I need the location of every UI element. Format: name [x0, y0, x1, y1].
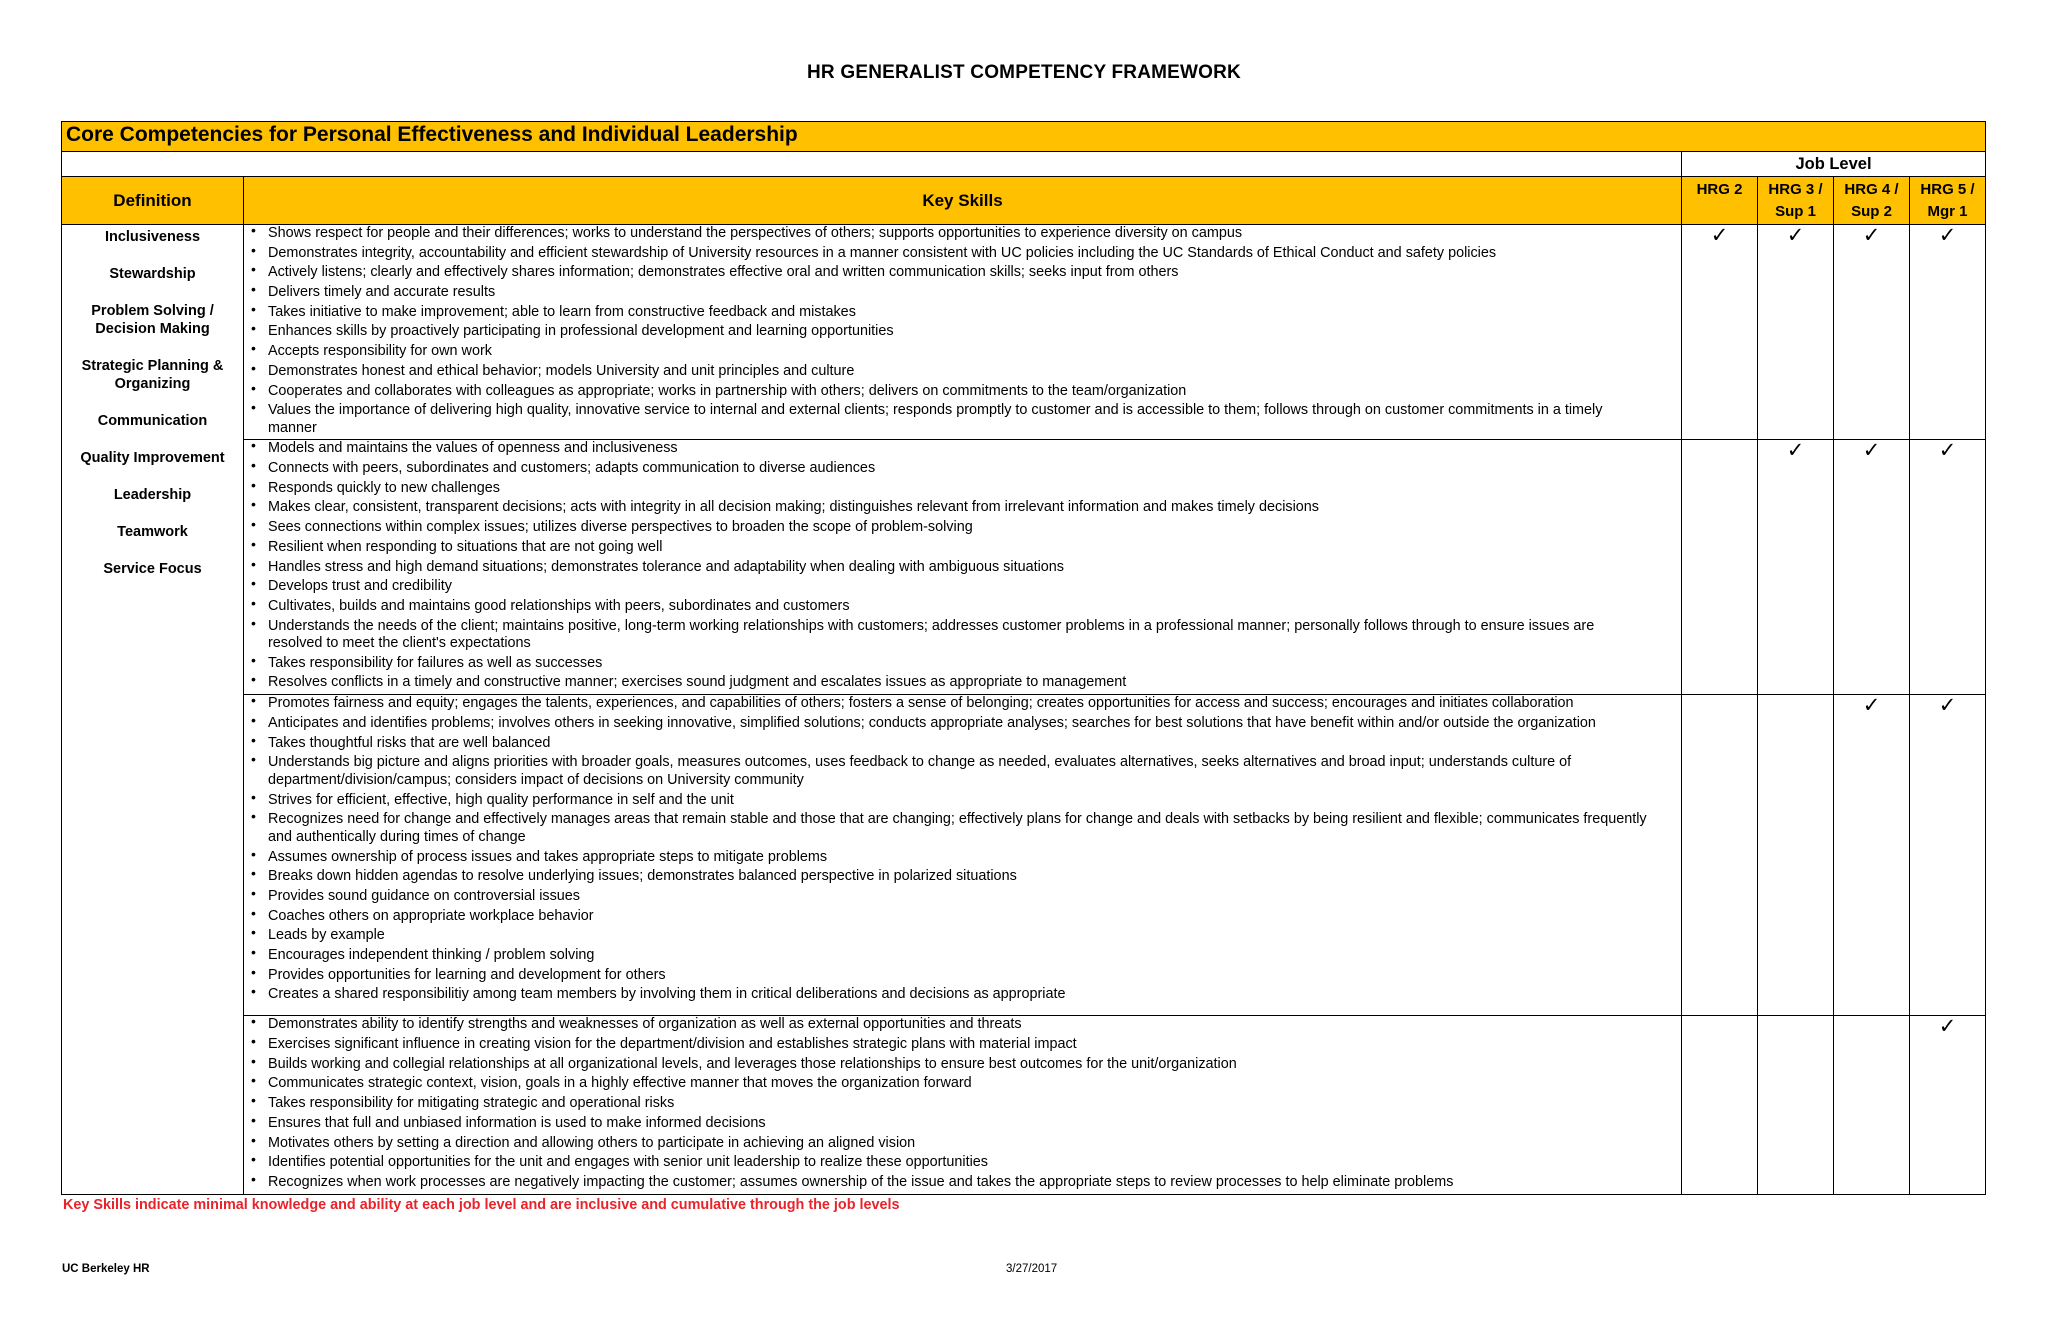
competency-table [61, 121, 1986, 1195]
skill-item: • Understands the needs of the client; maintains positive, long-term working relationships with customers; addresses customer problems in a professional manner; personally follows through to ensure issues are resolved to meet the client's expectations [250, 618, 1681, 653]
check-mark-icon: ✓ [1682, 225, 1758, 440]
skill-item: • Anticipates and identifies problems; involves others in seeking innovative, simplified solutions; conducts appropriate analyses; searches for best solutions that have benefit within and/or outside the organization [250, 715, 1681, 733]
skill-item: • Recognizes need for change and effectively manages areas that remain stable and those that are changing; effectively plans for change and deals with setbacks by being resilient and flexible; communicates frequently and authentically during times of change [250, 811, 1681, 846]
definition-item: Service Focus [103, 561, 202, 577]
definition-item: Leadership [113, 487, 192, 503]
key-skills-header: Key Skills [244, 177, 1682, 225]
footer-date: 3/27/2017 [1006, 1263, 1058, 1275]
skill-item: • Ensures that full and unbiased information is used to make informed decisions [250, 1115, 1681, 1133]
skill-item: • Connects with peers, subordinates and customers; adapts communication to diverse audiences [250, 460, 1681, 478]
skill-item: • Encourages independent thinking / problem solving [250, 947, 1681, 965]
definition-item: Quality Improvement [80, 450, 225, 466]
footer-organization: UC Berkeley HR [62, 1263, 150, 1275]
page-title: HR GENERALIST COMPETENCY FRAMEWORK [807, 62, 1241, 83]
skill-item: • Actively listens; clearly and effectively shares information; demonstrates effective oral and written communication skills; seeks input from others [250, 264, 1681, 282]
level-header-hrg4 [1834, 177, 1910, 225]
skill-item: • Handles stress and high demand situations; demonstrates tolerance and adaptability when dealing with ambiguous situations [250, 559, 1681, 577]
skill-item: • Coaches others on appropriate workplace behavior [250, 908, 1681, 926]
key-skills-cell [244, 695, 1682, 1016]
skill-item: • Promotes fairness and equity; engages the talents, experiences, and capabilities of others; fosters a sense of belonging; creates opportunities for access and success; encourages and initiates collaboration [250, 695, 1681, 713]
skill-item: • Provides sound guidance on controversial issues [250, 888, 1681, 906]
level-header-line1: HRG 4 / [1844, 181, 1899, 198]
definitions-cell [62, 225, 244, 1195]
skill-item: • Resilient when responding to situations that are not going well [250, 539, 1681, 557]
skill-item: • Responds quickly to new challenges [250, 480, 1681, 498]
key-skills-cell [244, 1016, 1682, 1195]
skill-group-row [62, 695, 1986, 1016]
check-mark-icon [1834, 1016, 1910, 1195]
skill-item: • Recognizes when work processes are negatively impacting the customer; assumes ownership of the issue and takes the appropriate steps to review processes to help eliminate problems [250, 1174, 1681, 1192]
skill-item: • Communicates strategic context, vision, goals in a highly effective manner that moves the organization forward [250, 1075, 1681, 1093]
check-mark-icon [1682, 440, 1758, 695]
skill-item: • Makes clear, consistent, transparent decisions; acts with integrity in all decision making; distinguishes relevant from irrelevant information and makes timely decisions [250, 499, 1681, 517]
check-mark-icon: ✓ [1910, 1016, 1986, 1195]
skill-item: • Shows respect for people and their differences; works to understand the perspectives of others; supports opportunities to experience diversity on campus [250, 225, 1681, 243]
definition-item: Strategic Planning & [81, 358, 224, 374]
check-mark-icon [1758, 1016, 1834, 1195]
check-mark-icon: ✓ [1758, 440, 1834, 695]
skill-item: • Accepts responsibility for own work [250, 343, 1681, 361]
level-header-hrg5 [1910, 177, 1986, 225]
skill-item: • Values the importance of delivering high quality, innovative service to internal and external clients; responds promptly to customer and is accessible to them; follows through on customer commitments in a timely manner [250, 402, 1681, 437]
skill-group-row [62, 1016, 1986, 1195]
skill-item: • Creates a shared responsibilitiy among team members by involving them in critical deliberations and decisions as appropriate [250, 986, 1681, 1004]
check-mark-icon: ✓ [1834, 440, 1910, 695]
definition-header: Definition [62, 177, 244, 225]
level-header-line1: HRG 2 [1696, 181, 1743, 198]
competency-table-container [61, 121, 1985, 1195]
check-mark-icon [1758, 695, 1834, 1016]
check-mark-icon: ✓ [1834, 225, 1910, 440]
skill-item: • Cultivates, builds and maintains good relationships with peers, subordinates and customers [250, 598, 1681, 616]
skill-item: • Assumes ownership of process issues and takes appropriate steps to mitigate problems [250, 849, 1681, 867]
definition-item: Organizing [114, 376, 191, 392]
skill-item: • Breaks down hidden agendas to resolve underlying issues; demonstrates balanced perspective in polarized situations [250, 868, 1681, 886]
skill-item: • Strives for efficient, effective, high quality performance in self and the unit [250, 792, 1681, 810]
skill-item: • Sees connections within complex issues; utilizes diverse perspectives to broaden the scope of problem-solving [250, 519, 1681, 537]
skill-item: • Understands big picture and aligns priorities with broader goals, measures outcomes, uses feedback to change as needed, evaluates alternatives, seeks alternatives and broad input; understands culture of department/division/campus; considers impact of decisions on University community [250, 754, 1681, 789]
footnote: Key Skills indicate minimal knowledge and ability at each job level and are inclusive and cumulative through the job levels [63, 1197, 900, 1213]
skill-item: • Identifies potential opportunities for the unit and engages with senior unit leadership to realize these opportunities [250, 1154, 1681, 1172]
level-header-hrg3 [1758, 177, 1834, 225]
definition-item: Decision Making [95, 321, 210, 337]
skill-item: • Cooperates and collaborates with colleagues as appropriate; works in partnership with others; delivers on commitments to the team/organization [250, 383, 1681, 401]
section-banner: Core Competencies for Personal Effectiveness and Individual Leadership [62, 122, 1986, 152]
skill-item: • Leads by example [250, 927, 1681, 945]
skill-group-row [62, 440, 1986, 695]
skill-item: • Takes initiative to make improvement; able to learn from constructive feedback and mistakes [250, 304, 1681, 322]
blank-header-cell [62, 152, 1682, 177]
key-skills-cell [244, 225, 1682, 440]
skill-group-row [62, 225, 1986, 440]
check-mark-icon: ✓ [1910, 440, 1986, 695]
level-header-hrg2 [1682, 177, 1758, 225]
skill-item: • Builds working and collegial relationships at all organizational levels, and leverages those relationships to ensure best outcomes for the unit/organization [250, 1056, 1681, 1074]
skill-item: • Motivates others by setting a direction and allowing others to participate in achieving an aligned vision [250, 1135, 1681, 1153]
check-mark-icon: ✓ [1834, 695, 1910, 1016]
definition-item: Communication [97, 413, 208, 429]
definition-item: Teamwork [117, 524, 188, 540]
check-mark-icon [1682, 1016, 1758, 1195]
skill-item: • Takes thoughtful risks that are well balanced [250, 735, 1681, 753]
definition-item: Problem Solving / [91, 303, 214, 319]
level-header-line2: Mgr 1 [1927, 203, 1968, 220]
skill-item: • Demonstrates ability to identify strengths and weaknesses of organization as well as external opportunities and threats [250, 1016, 1681, 1034]
check-mark-icon [1682, 695, 1758, 1016]
job-level-header: Job Level [1682, 152, 1986, 177]
skill-item: • Delivers timely and accurate results [250, 284, 1681, 302]
definition-item: Inclusiveness [104, 229, 201, 245]
check-mark-icon: ✓ [1910, 695, 1986, 1016]
skill-item: • Provides opportunities for learning and development for others [250, 967, 1681, 985]
skill-item: • Takes responsibility for failures as well as successes [250, 655, 1681, 673]
level-header-line2: Sup 1 [1775, 203, 1816, 220]
level-header-line1: HRG 5 / [1920, 181, 1975, 198]
key-skills-cell [244, 440, 1682, 695]
skill-item: • Demonstrates integrity, accountability and efficient stewardship of University resources in a manner consistent with UC policies including the UC Standards of Ethical Conduct and safety policies [250, 245, 1681, 263]
skill-item: • Takes responsibility for mitigating strategic and operational risks [250, 1095, 1681, 1113]
check-mark-icon: ✓ [1910, 225, 1986, 440]
skill-item: • Develops trust and credibility [250, 578, 1681, 596]
skill-item: • Models and maintains the values of openness and inclusiveness [250, 440, 1681, 458]
level-header-line1: HRG 3 / [1768, 181, 1823, 198]
skill-item: • Exercises significant influence in creating vision for the department/division and establishes strategic plans with material impact [250, 1036, 1681, 1054]
skill-item: • Demonstrates honest and ethical behavior; models University and unit principles and culture [250, 363, 1681, 381]
check-mark-icon: ✓ [1758, 225, 1834, 440]
skill-item: • Resolves conflicts in a timely and constructive manner; exercises sound judgment and escalates issues as appropriate to management [250, 674, 1681, 692]
level-header-line2: Sup 2 [1851, 203, 1892, 220]
skill-item: • Enhances skills by proactively participating in professional development and learning opportunities [250, 323, 1681, 341]
definition-item: Stewardship [109, 266, 196, 282]
